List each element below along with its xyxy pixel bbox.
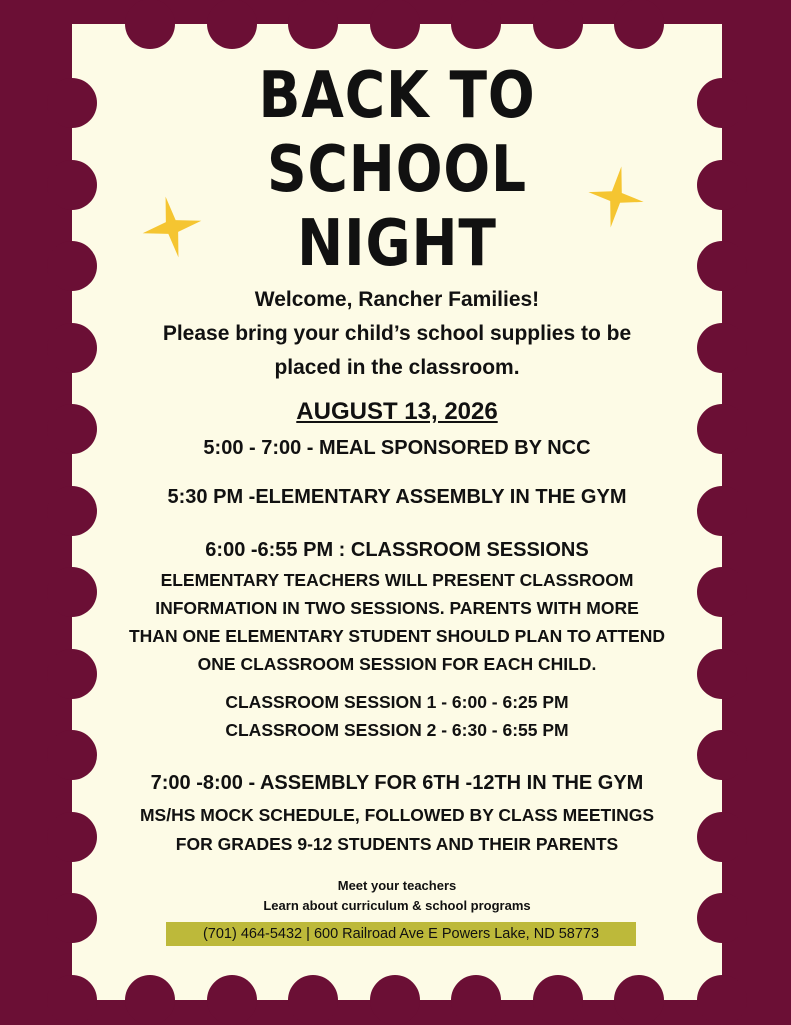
- schedule-ms-hs-heading: 7:00 -8:00 - ASSEMBLY FOR 6TH -12TH IN THE GYM: [150, 772, 644, 794]
- schedule-classroom-heading: 6:00 -6:55 PM : CLASSROOM SESSIONS: [205, 539, 589, 561]
- welcome-line-3: placed in the classroom.: [274, 356, 520, 379]
- sparkle-star-icon: [586, 164, 646, 230]
- sparkle-star-icon: [140, 194, 204, 260]
- contact-address-bar: (701) 464-5432 | 600 Railroad Ave E Powers Lake, ND 58773: [166, 922, 636, 946]
- schedule-elementary-assembly: 5:30 PM -ELEMENTARY ASSEMBLY IN THE GYM: [167, 486, 627, 508]
- ms-hs-desc-line-1: MS/HS MOCK SCHEDULE, FOLLOWED BY CLASS MEETINGS: [139, 805, 654, 825]
- footer-meet-teachers: Meet your teachers: [337, 878, 457, 893]
- event-date: AUGUST 13, 2026: [296, 398, 498, 425]
- classroom-desc-line-1: ELEMENTARY TEACHERS WILL PRESENT CLASSROOM: [160, 570, 634, 590]
- welcome-line-1: Welcome, Rancher Families!: [254, 288, 540, 311]
- classroom-session-1: CLASSROOM SESSION 1 - 6:00 - 6:25 PM: [225, 692, 569, 712]
- classroom-session-2: CLASSROOM SESSION 2 - 6:30 - 6:55 PM: [225, 720, 569, 740]
- welcome-line-2: Please bring your child’s school supplies to be: [162, 322, 632, 345]
- footer-curriculum: Learn about curriculum & school programs: [263, 898, 531, 913]
- classroom-desc-line-3: THAN ONE ELEMENTARY STUDENT SHOULD PLAN TO ATTEND: [128, 626, 666, 646]
- title-line-2: SCHOOL: [267, 133, 527, 207]
- ms-hs-desc-line-2: FOR GRADES 9-12 STUDENTS AND THEIR PARENTS: [175, 834, 619, 854]
- title-line-1: BACK TO: [258, 59, 536, 133]
- schedule-meal: 5:00 - 7:00 - MEAL SPONSORED BY NCC: [203, 437, 591, 459]
- classroom-desc-line-2: INFORMATION IN TWO SESSIONS. PARENTS WITH MORE: [155, 598, 639, 618]
- flyer-content: [72, 24, 722, 1000]
- classroom-desc-line-4: ONE CLASSROOM SESSION FOR EACH CHILD.: [197, 654, 597, 674]
- title-line-3: NIGHT: [297, 207, 497, 281]
